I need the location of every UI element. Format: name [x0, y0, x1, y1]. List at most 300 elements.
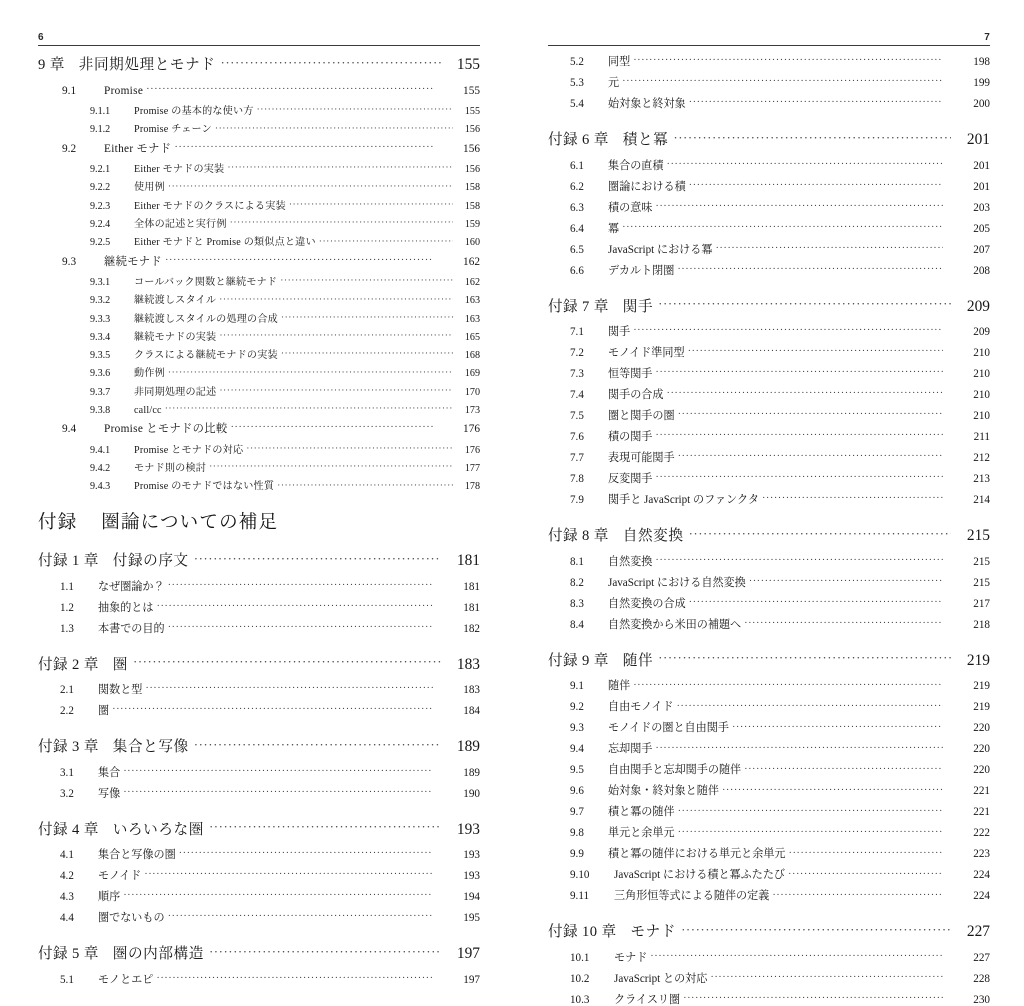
toc-entry-page: 177	[464, 463, 480, 475]
toc-entry-title: 冪	[608, 222, 620, 235]
toc-entry[interactable]	[38, 946, 480, 962]
toc-entry[interactable]	[38, 315, 480, 325]
toc-entry[interactable]	[548, 99, 990, 110]
toc-entry-number: 9.4.1	[90, 444, 111, 456]
toc-entry[interactable]	[38, 822, 480, 838]
toc-entry-title: 自然変換の合成	[608, 597, 686, 610]
toc-entry-title: 圏と関手の圏	[608, 410, 675, 423]
toc-entry-number: 9 章	[38, 57, 65, 73]
toc-entry-number: 4.4	[60, 912, 74, 925]
toc-entry-number: 7.4	[570, 389, 584, 402]
toc-entry-page: 162	[464, 277, 480, 289]
toc-entry[interactable]	[548, 702, 990, 713]
toc-leader-dots	[677, 267, 943, 277]
toc-entry-title: 圏	[98, 705, 110, 718]
toc-leader-dots	[277, 482, 453, 492]
toc-entry-number: 2.1	[60, 684, 74, 697]
toc-entry-title: モノイド準同型	[608, 347, 685, 360]
toc-leader-dots	[168, 369, 453, 379]
toc-leader-dots	[681, 925, 951, 938]
toc-entry[interactable]	[548, 411, 990, 422]
toc-entry-number: 5.3	[570, 77, 584, 89]
toc-leader-dots	[633, 328, 943, 338]
toc-entry-number: 10.2	[570, 972, 590, 985]
toc-entry-title: 抽象的とは	[98, 601, 154, 614]
toc-entry-page: 217	[973, 597, 990, 610]
toc-entry[interactable]	[38, 220, 480, 230]
toc-entry-page: 210	[973, 347, 990, 360]
toc-entry[interactable]	[548, 266, 990, 277]
toc-leader-dots	[194, 554, 441, 567]
toc-entry-page: 194	[463, 891, 480, 904]
toc-entry[interactable]	[38, 975, 480, 986]
toc-entry-page: 220	[973, 722, 990, 735]
toc-entry-page: 223	[973, 848, 990, 861]
toc-entry[interactable]	[548, 578, 990, 589]
toc-leader-dots	[219, 333, 453, 343]
toc-entry-page: 176	[463, 423, 480, 436]
toc-entry[interactable]	[548, 653, 990, 669]
toc-entry[interactable]	[38, 333, 480, 343]
toc-entry[interactable]	[548, 849, 990, 860]
toc-leader-dots	[676, 703, 943, 713]
toc-leader-dots	[123, 790, 433, 800]
toc-entry-page: 200	[973, 98, 990, 110]
toc-entry-number: 9.4.3	[90, 481, 111, 493]
toc-entry-title: 継続モナドの実装	[134, 331, 217, 343]
toc-entry-number: 9.3	[570, 722, 584, 735]
toc-entry-title: いろいろな圏	[112, 821, 204, 838]
toc-entry-title: クラスによる継続モナドの実装	[134, 350, 278, 362]
toc-entry-number: 8.2	[570, 576, 584, 589]
toc-group-spacer	[548, 641, 990, 653]
left-page	[0, 0, 512, 986]
toc-entry[interactable]	[548, 432, 990, 443]
toc-entry[interactable]	[38, 125, 480, 135]
toc-entry-title: 本書での目的	[98, 622, 165, 635]
toc-entry-page: 203	[973, 201, 990, 214]
toc-entry-page: 201	[973, 159, 990, 172]
toc-entry-number: 付録 9 章	[548, 652, 609, 669]
toc-entry[interactable]	[548, 299, 990, 315]
toc-entry-number: 4.3	[60, 891, 74, 904]
toc-entry-number: 7.1	[570, 326, 584, 339]
toc-entry[interactable]	[38, 582, 480, 593]
right-head-rule	[548, 45, 990, 46]
toc-entry-title: 積と冪	[622, 132, 669, 148]
toc-entry-number: 付録 8 章	[548, 528, 609, 545]
toc-entry-page: 193	[456, 820, 480, 838]
toc-group-spacer	[548, 912, 990, 924]
toc-entry[interactable]	[548, 348, 990, 359]
toc-entry-page: 221	[973, 785, 990, 798]
toc-entry[interactable]	[548, 681, 990, 692]
toc-leader-dots	[165, 406, 453, 416]
toc-entry[interactable]	[38, 768, 480, 779]
toc-entry-page: 168	[464, 350, 480, 362]
toc-leader-dots	[655, 558, 943, 568]
toc-group-spacer	[38, 727, 480, 739]
toc-entry-page: 184	[463, 705, 480, 718]
toc-entry[interactable]	[548, 723, 990, 734]
toc-entry-title: 自然変換から米田の補題へ	[608, 618, 742, 631]
toc-entry[interactable]	[548, 870, 990, 881]
toc-entry-number: 7.6	[570, 431, 584, 444]
toc-leader-dots	[673, 133, 951, 146]
toc-entry-title: JavaScript における冪	[608, 243, 713, 256]
toc-entry[interactable]	[548, 132, 990, 148]
toc-entry-title: 関数と型	[98, 684, 143, 697]
toc-leader-dots	[246, 446, 453, 456]
toc-entry-title: 順序	[98, 891, 121, 904]
toc-entry-page: 155	[463, 84, 480, 97]
toc-entry-title: 関手の合成	[608, 389, 664, 402]
toc-entry-number: 9.5	[570, 764, 584, 777]
toc-entry-title: call/cc	[134, 405, 162, 417]
toc-entry-page: 181	[456, 551, 480, 569]
toc-entry-page: 219	[973, 701, 990, 714]
toc-entry-number: 1.2	[60, 601, 74, 614]
toc-entry-page: 198	[973, 56, 990, 68]
toc-entry[interactable]	[38, 369, 480, 379]
toc-entry[interactable]	[548, 495, 990, 506]
toc-entry-page: 155	[464, 106, 480, 118]
toc-entry-number: 付録 10 章	[548, 924, 617, 941]
toc-entry-page: 228	[973, 972, 990, 985]
toc-leader-dots	[655, 745, 943, 755]
toc-entry-title: モノとエピ	[98, 973, 154, 986]
toc-entry[interactable]	[38, 424, 480, 436]
toc-entry[interactable]	[548, 953, 990, 964]
toc-entry-number: 9.7	[570, 806, 584, 819]
toc-entry-title: 随伴	[608, 680, 631, 693]
toc-entry[interactable]	[38, 257, 480, 269]
toc-entry-title: 付録の序文	[112, 552, 189, 569]
toc-entry-number: 8.4	[570, 618, 584, 631]
toc-entry-number: 9.11	[570, 890, 590, 903]
toc-entry-title: 始対象・終対象と随伴	[608, 785, 719, 798]
toc-entry[interactable]	[548, 974, 990, 985]
toc-entry-number: 9.8	[570, 827, 584, 840]
toc-entry-number: 9.3.8	[90, 405, 111, 417]
toc-group-spacer	[38, 645, 480, 657]
toc-entry[interactable]	[548, 557, 990, 568]
toc-entry[interactable]	[38, 446, 480, 456]
toc-entry[interactable]	[548, 453, 990, 464]
toc-entry[interactable]	[548, 807, 990, 818]
toc-entry[interactable]	[548, 203, 990, 214]
toc-entry[interactable]	[548, 327, 990, 338]
toc-entry-page: 214	[973, 494, 990, 507]
toc-leader-dots	[168, 183, 453, 193]
toc-entry-number: 9.3.3	[90, 313, 111, 325]
toc-entry[interactable]	[548, 765, 990, 776]
toc-entry-number: 4.1	[60, 849, 74, 862]
toc-entry[interactable]	[38, 624, 480, 635]
toc-entry[interactable]	[548, 224, 990, 235]
toc-entry[interactable]	[548, 828, 990, 839]
toc-entry-title: 集合と写像	[112, 739, 189, 756]
toc-entry-number: 4.2	[60, 870, 74, 883]
toc-entry-page: 189	[463, 766, 480, 779]
toc-entry-page: 155	[456, 56, 480, 73]
toc-entry[interactable]	[38, 706, 480, 717]
toc-entry-page: 213	[973, 473, 990, 486]
toc-leader-dots	[722, 787, 943, 797]
toc-entry-number: 9.2.4	[90, 219, 111, 230]
toc-entry-number: 10.3	[570, 993, 590, 1006]
toc-entry-number: 1.3	[60, 622, 74, 635]
toc-entry[interactable]	[548, 599, 990, 610]
toc-entry-page: 227	[966, 923, 990, 941]
toc-entry[interactable]	[38, 86, 480, 98]
toc-entry-number: 9.2	[570, 701, 584, 714]
toc-entry-page: 221	[973, 806, 990, 819]
toc-entry[interactable]	[38, 278, 480, 288]
toc-entry-title: 積と冪の随伴	[608, 806, 675, 819]
toc-entry[interactable]	[548, 786, 990, 797]
toc-entry-number: 9.3	[62, 255, 77, 268]
toc-leader-dots	[281, 351, 453, 361]
toc-entry-title: 動作例	[134, 368, 165, 380]
toc-entry-number: 6.2	[570, 180, 584, 193]
toc-leader-dots	[788, 871, 943, 881]
toc-leader-dots	[688, 349, 943, 359]
toc-entry[interactable]	[38, 850, 480, 861]
appendix-part-label: 付録	[38, 513, 78, 534]
toc-entry-page: 158	[464, 200, 480, 212]
left-toc-list	[38, 57, 480, 492]
toc-leader-dots	[144, 872, 433, 882]
toc-entry[interactable]	[38, 406, 480, 416]
toc-entry-page: 224	[973, 869, 990, 882]
toc-entry-page: 209	[973, 326, 990, 339]
toc-entry[interactable]	[38, 685, 480, 696]
toc-entry[interactable]	[548, 245, 990, 256]
toc-leader-dots	[710, 975, 943, 985]
toc-entry-number: 7.7	[570, 452, 584, 465]
toc-entry-number: 6.5	[570, 243, 584, 256]
toc-entry-number: 付録 5 章	[38, 946, 99, 963]
toc-leader-dots	[622, 79, 943, 89]
toc-entry[interactable]	[38, 165, 480, 175]
toc-entry[interactable]	[38, 482, 480, 492]
toc-entry[interactable]	[38, 144, 480, 156]
toc-entry-number: 2.2	[60, 705, 74, 718]
toc-entry-title: モノイドの圏と自由関手	[608, 722, 729, 735]
toc-entry-title: Promise のモナドではない性質	[134, 481, 275, 493]
toc-entry-number: 9.1	[62, 84, 77, 97]
toc-entry-page: 212	[973, 452, 990, 465]
toc-entry-title: Either モナドと Promise の類似点と違い	[134, 237, 316, 249]
toc-entry[interactable]	[38, 464, 480, 474]
toc-leader-dots	[655, 433, 943, 443]
toc-entry[interactable]	[548, 744, 990, 755]
toc-entry-title: Promise とモナドの比較	[104, 423, 228, 436]
toc-entry[interactable]	[548, 924, 990, 940]
toc-entry-page: 211	[973, 431, 990, 444]
toc-leader-dots	[689, 100, 943, 110]
toc-leader-dots	[678, 412, 943, 422]
toc-entry-number: 7.8	[570, 473, 584, 486]
toc-group-spacer	[38, 934, 480, 946]
toc-entry[interactable]	[38, 107, 480, 117]
right-toc-list	[548, 57, 990, 1006]
toc-entry-number: 7.9	[570, 494, 584, 507]
toc-entry-number: 9.3.1	[90, 277, 111, 289]
toc-entry[interactable]	[38, 553, 480, 569]
toc-leader-dots	[168, 625, 433, 635]
toc-leader-dots	[319, 238, 453, 248]
toc-entry-number: 8.1	[570, 555, 584, 568]
toc-entry-page: 201	[973, 180, 990, 193]
toc-leader-dots	[133, 658, 441, 671]
toc-entry[interactable]	[38, 183, 480, 193]
toc-entry-page: 215	[966, 527, 990, 545]
toc-entry-title: 継続渡しスタイルの処理の合成	[134, 313, 278, 325]
toc-leader-dots	[650, 954, 943, 964]
left-running-head	[38, 22, 480, 46]
toc-entry-number: 5.1	[60, 973, 74, 986]
toc-entry-page: 159	[464, 219, 480, 230]
toc-entry[interactable]	[548, 995, 990, 1006]
toc-leader-dots	[655, 204, 943, 214]
toc-entry[interactable]	[548, 390, 990, 401]
toc-entry-number: 9.1	[570, 680, 584, 693]
toc-entry-page: 224	[973, 890, 990, 903]
toc-entry-title: モナド則の検討	[134, 463, 207, 475]
toc-entry-page: 222	[973, 827, 990, 840]
toc-leader-dots	[666, 162, 943, 172]
toc-entry[interactable]	[548, 57, 990, 68]
toc-leader-dots	[633, 682, 943, 692]
toc-entry-page: 219	[966, 651, 990, 669]
toc-entry-number: 9.3.5	[90, 350, 111, 362]
toc-entry[interactable]	[38, 789, 480, 800]
toc-entry-number: 9.3.7	[90, 386, 111, 398]
toc-entry-title: 忘却関手	[608, 743, 653, 756]
toc-entry[interactable]	[38, 202, 480, 212]
toc-entry-page: 158	[464, 182, 480, 194]
toc-entry-number: 7.5	[570, 410, 584, 423]
toc-entry[interactable]	[38, 871, 480, 882]
toc-entry-number: 付録 6 章	[548, 132, 609, 148]
toc-entry-number: 9.4.2	[90, 463, 111, 475]
toc-entry[interactable]	[38, 238, 480, 248]
toc-entry-title: Promise	[104, 84, 144, 97]
appendix-part-heading	[38, 514, 480, 533]
toc-entry[interactable]	[38, 739, 480, 755]
toc-leader-dots	[174, 145, 433, 156]
toc-entry-page: 210	[973, 410, 990, 423]
toc-entry-page: 209	[966, 297, 990, 315]
toc-leader-dots	[655, 370, 943, 380]
toc-entry-page: 156	[464, 164, 480, 176]
toc-entry-page: 220	[973, 743, 990, 756]
toc-entry-number: 9.2.1	[90, 164, 111, 176]
toc-leader-dots	[209, 823, 441, 836]
toc-leader-dots	[156, 976, 433, 986]
toc-entry-title: 集合と写像の圏	[98, 849, 176, 862]
right-page-number: 7	[984, 32, 990, 43]
toc-entry-page: 165	[464, 331, 480, 343]
toc-entry[interactable]	[548, 474, 990, 485]
toc-entry-number: 9.4	[570, 743, 584, 756]
toc-entry-title: JavaScript との対応	[614, 972, 708, 985]
toc-entry-number: 6.1	[570, 159, 584, 172]
toc-entry-number: 9.2.2	[90, 182, 111, 194]
toc-entry-title: Either モナド	[104, 142, 172, 155]
toc-entry[interactable]	[548, 369, 990, 380]
toc-entry-number: 9.3.4	[90, 331, 111, 343]
toc-leader-dots	[219, 388, 453, 398]
toc-entry[interactable]	[548, 891, 990, 902]
toc-entry-page: 195	[463, 912, 480, 925]
toc-entry-page: 220	[973, 764, 990, 777]
toc-entry-title: 恒等関手	[608, 368, 653, 381]
toc-entry-title: 圏論における積	[608, 180, 686, 193]
toc-leader-dots	[179, 851, 433, 861]
toc-entry-title: 全体の記述と実行例	[134, 219, 227, 230]
toc-entry-title: 積と冪の随伴における単元と余単元	[608, 848, 786, 861]
toc-entry-number: 9.10	[570, 869, 590, 882]
toc-entry-number: 10.1	[570, 951, 590, 964]
toc-leader-dots	[689, 600, 943, 610]
toc-entry[interactable]	[38, 57, 480, 73]
toc-entry-page: 208	[973, 264, 990, 277]
toc-entry-title: 単元と余単元	[608, 827, 675, 840]
toc-leader-dots	[281, 315, 453, 325]
toc-entry-page: 156	[463, 142, 480, 155]
toc-entry[interactable]	[38, 657, 480, 673]
toc-entry-title: 表現可能関手	[608, 452, 675, 465]
toc-leader-dots	[165, 258, 433, 269]
toc-entry-page: 183	[456, 655, 480, 673]
toc-entry[interactable]	[548, 78, 990, 89]
toc-entry-number: 1.1	[60, 580, 74, 593]
toc-entry[interactable]	[548, 528, 990, 544]
toc-leader-dots	[689, 529, 951, 542]
toc-entry[interactable]	[548, 161, 990, 172]
toc-entry-title: 同型	[608, 56, 631, 68]
toc-entry[interactable]	[38, 892, 480, 903]
toc-leader-dots	[772, 892, 943, 902]
toc-leader-dots	[689, 183, 943, 193]
toc-entry[interactable]	[38, 913, 480, 924]
toc-entry-title: 随伴	[622, 652, 654, 669]
toc-leader-dots	[209, 464, 453, 474]
toc-entry[interactable]	[548, 182, 990, 193]
toc-entry-title: 圏の内部構造	[112, 946, 204, 963]
toc-entry[interactable]	[38, 296, 480, 306]
toc-entry-title: Promise の基本的な使い方	[134, 106, 254, 118]
toc-leader-dots	[123, 893, 433, 903]
toc-entry-number: 9.2.5	[90, 237, 111, 249]
toc-entry[interactable]	[38, 388, 480, 398]
toc-entry[interactable]	[38, 603, 480, 614]
toc-entry-page: 230	[973, 993, 990, 1006]
left-head-rule	[38, 45, 480, 46]
toc-entry[interactable]	[38, 351, 480, 361]
toc-entry-page: 193	[463, 870, 480, 883]
toc-leader-dots	[678, 808, 943, 818]
toc-entry-number: 9.1.2	[90, 124, 111, 136]
toc-entry-page: 181	[463, 601, 480, 614]
right-running-head	[548, 22, 990, 46]
toc-entry-title: 自由モノイド	[608, 701, 674, 714]
toc-leader-dots	[678, 454, 943, 464]
toc-entry[interactable]	[548, 620, 990, 631]
